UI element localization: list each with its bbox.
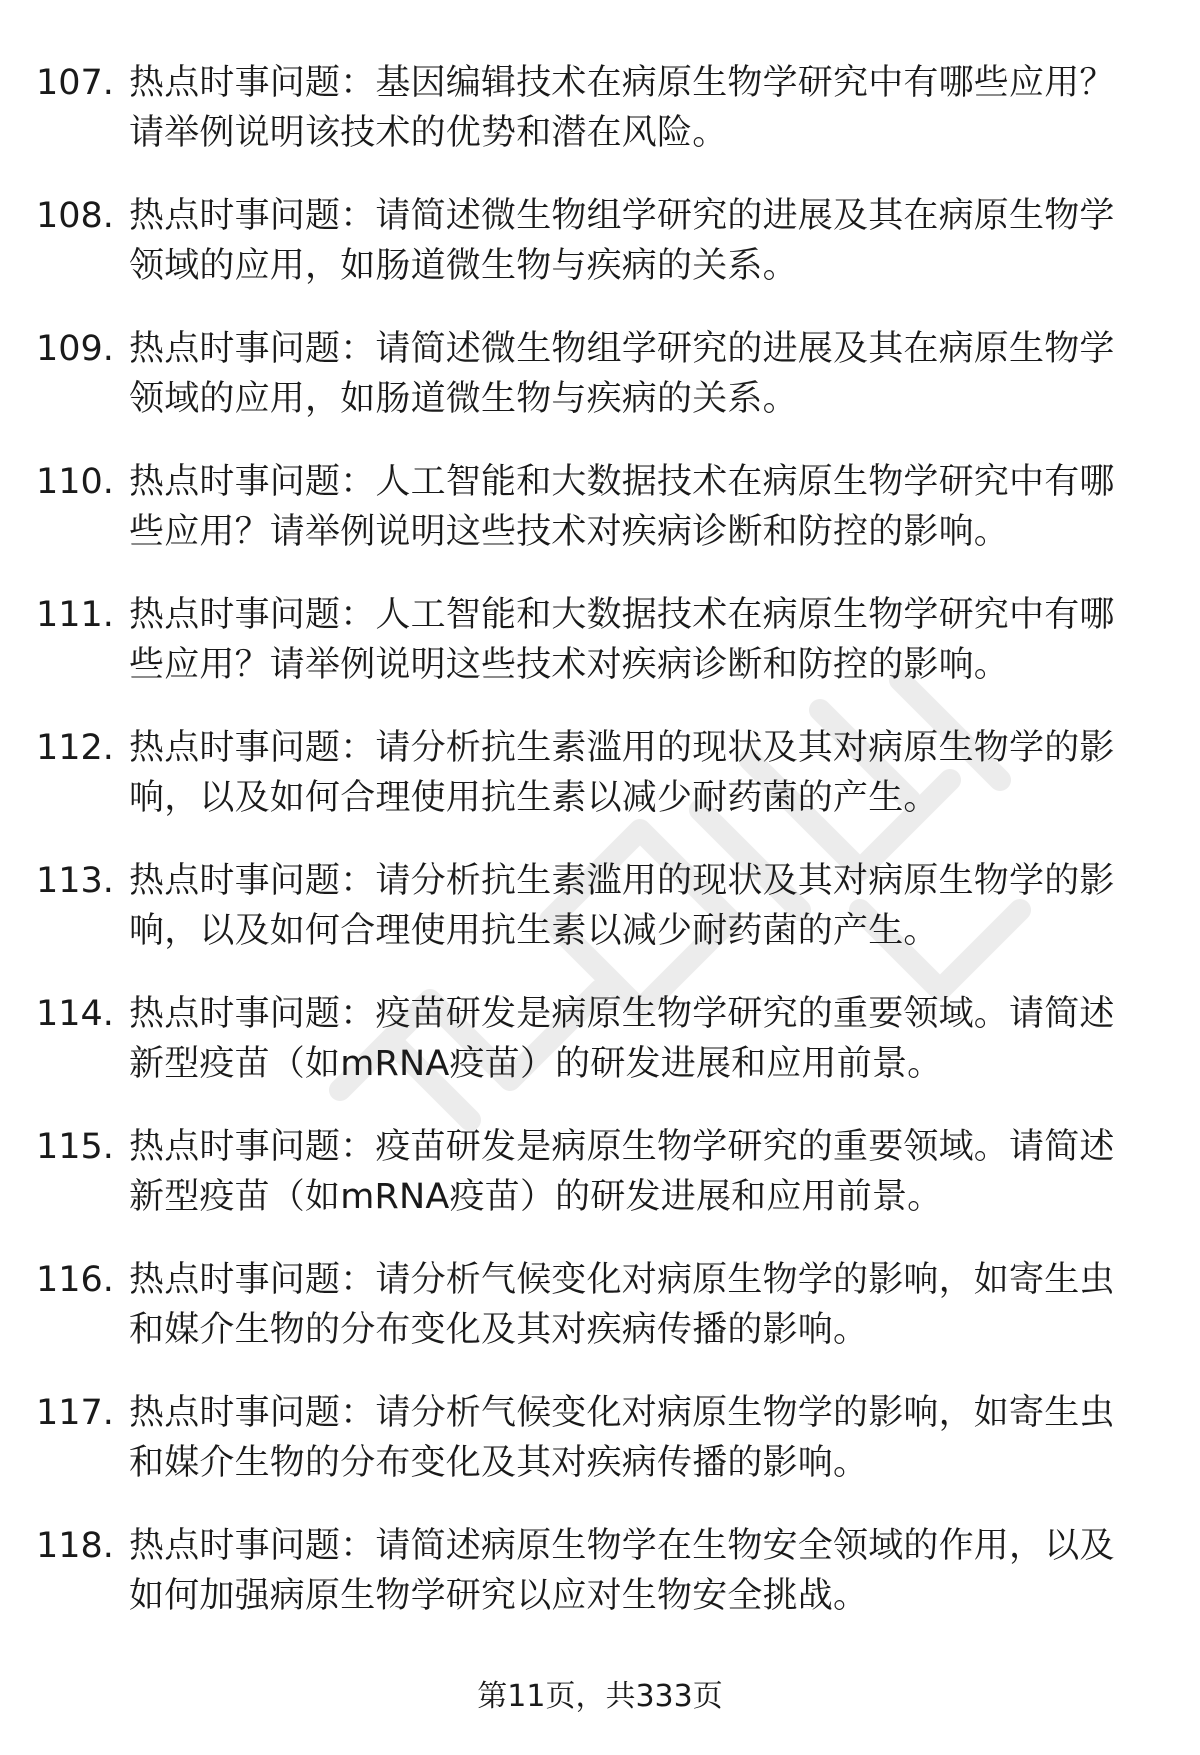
question-text: 热点时事问题：基因编辑技术在病原生物学研究中有哪些应用？请举例说明该技术的优势和潜在风险。 (129, 63, 1115, 153)
question-item (0, 590, 1200, 723)
question-number: 111. (36, 595, 114, 635)
question-number: 113. (36, 861, 114, 901)
question-item (0, 723, 1200, 856)
question-text: 热点时事问题：请分析抗生素滥用的现状及其对病原生物学的影响，以及如何合理使用抗生素以减少耐药菌的产生。 (129, 728, 1115, 818)
question-number: 109. (36, 329, 114, 369)
question-text: 热点时事问题：请分析气候变化对病原生物学的影响，如寄生虫和媒介生物的分布变化及其对疾病传播的影响。 (129, 1260, 1115, 1350)
question-item (0, 1255, 1200, 1388)
question-number: 116. (36, 1260, 114, 1300)
question-item (0, 1388, 1200, 1521)
question-text: 热点时事问题：人工智能和大数据技术在病原生物学研究中有哪些应用？请举例说明这些技术对疾病诊断和防控的影响。 (129, 595, 1115, 685)
question-item (0, 989, 1200, 1122)
question-item (0, 1122, 1200, 1255)
question-text: 热点时事问题：请简述微生物组学研究的进展及其在病原生物学领域的应用，如肠道微生物与疾病的关系。 (129, 196, 1115, 286)
question-number: 115. (36, 1127, 114, 1167)
question-item (0, 1521, 1200, 1654)
page-indicator: 第11页，共333页 (477, 1679, 723, 1714)
question-number: 114. (36, 994, 114, 1034)
question-text: 热点时事问题：请分析抗生素滥用的现状及其对病原生物学的影响，以及如何合理使用抗生素以减少耐药菌的产生。 (129, 861, 1115, 951)
question-number: 108. (36, 196, 114, 236)
question-number: 118. (36, 1526, 114, 1566)
question-number: 110. (36, 462, 114, 502)
question-text: 热点时事问题：人工智能和大数据技术在病原生物学研究中有哪些应用？请举例说明这些技术对疾病诊断和防控的影响。 (129, 462, 1115, 552)
question-number: 112. (36, 728, 114, 768)
question-item (0, 58, 1200, 191)
question-item (0, 856, 1200, 989)
question-number: 117. (36, 1393, 114, 1433)
question-text: 热点时事问题：请简述病原生物学在生物安全领域的作用，以及如何加强病原生物学研究以应对生物安全挑战。 (129, 1526, 1115, 1616)
question-list (0, 58, 1200, 1654)
question-text: 热点时事问题：请简述微生物组学研究的进展及其在病原生物学领域的应用，如肠道微生物与疾病的关系。 (129, 329, 1115, 419)
question-item (0, 191, 1200, 324)
question-text: 热点时事问题：请分析气候变化对病原生物学的影响，如寄生虫和媒介生物的分布变化及其对疾病传播的影响。 (129, 1393, 1115, 1483)
question-text: 热点时事问题：疫苗研发是病原生物学研究的重要领域。请简述新型疫苗（如mRNA疫苗）的研发进展和应用前景。 (129, 1127, 1115, 1217)
question-item (0, 457, 1200, 590)
question-item (0, 324, 1200, 457)
question-number: 107. (36, 63, 114, 103)
question-text: 热点时事问题：疫苗研发是病原生物学研究的重要领域。请简述新型疫苗（如mRNA疫苗）的研发进展和应用前景。 (129, 994, 1115, 1084)
